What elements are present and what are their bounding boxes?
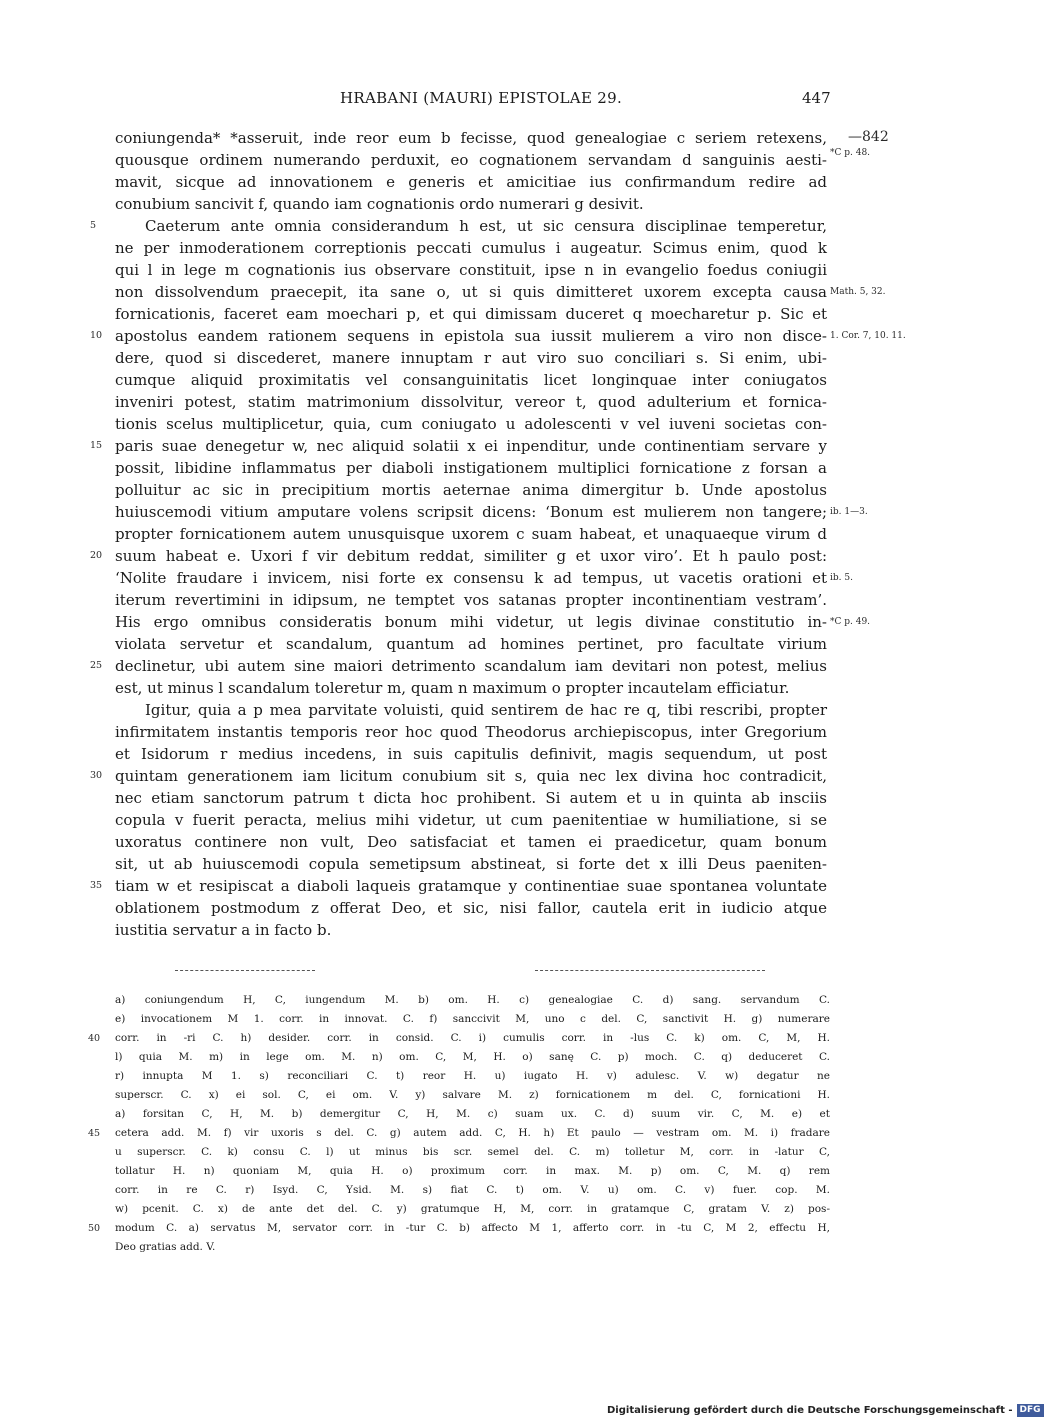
line-number: 10: [90, 330, 103, 341]
body-line: oblationem postmodum z offerat Deo, et sic, nisi fallor, cautela erit in iudicio atque: [115, 899, 827, 917]
line-number: 30: [90, 770, 103, 781]
footnote-line: l) quia M. m) in lege om. M. n) om. C, M, H. o) sanę C. p) moch. C. q) deduceret C.: [115, 1051, 830, 1063]
footnote-line-number: 40: [88, 1033, 101, 1044]
footnote-line: u superscr. C. k) consu C. l) ut minus bis scr. semel del. C. m) tolletur M, corr. in -latur C,: [115, 1146, 830, 1158]
margin-note: ib. 1—3.: [830, 507, 868, 517]
line-number: 25: [90, 660, 103, 671]
body-line: sit, ut ab huiuscemodi copula semetipsum abstineat, si forte det x illi Deus paeniten-: [115, 855, 827, 873]
body-line: apostolus eandem rationem sequens in epistola sua iussit mulierem a viro non disce-: [115, 327, 827, 345]
page-number: 447: [802, 89, 831, 107]
body-line: coniungenda* *asseruit, inde reor eum b fecisse, quod genealogiae c seriem retexens,: [115, 129, 827, 147]
body-line: quintam generationem iam licitum conubium sit s, quia nec lex divina hoc contradicit,: [115, 767, 827, 785]
footnote-line-number: 50: [88, 1223, 101, 1234]
body-line: qui l in lege m cognationis ius observare constituit, ipse n in evangelio foedus coniugii: [115, 261, 827, 279]
footnote-line-number: 45: [88, 1128, 101, 1139]
margin-note: Math. 5, 32.: [830, 287, 886, 297]
footnote-line: a) forsitan C, H, M. b) demergitur C, H, M. c) suam ux. C. d) suum vir. C, M. e) et: [115, 1108, 830, 1120]
body-line: inveniri potest, statim matrimonium dissolvitur, vereor t, quod adulterium et fornica-: [115, 393, 827, 411]
body-line: infirmitatem instantis temporis reor hoc quod Theodorus archiepiscopus, inter Gregorium: [115, 723, 827, 741]
margin-note: *C p. 48.: [830, 148, 871, 158]
body-line: nec etiam sanctorum patrum t dicta hoc prohibent. Si autem et u in quinta ab insciis: [115, 789, 827, 807]
footnote-line: modum C. a) servatus M, servator corr. in -tur C. b) affecto M 1, afferto corr. in -tu C, M 2, effectu H,: [115, 1222, 830, 1234]
margin-note: ib. 5.: [830, 573, 853, 583]
margin-note: 1. Cor. 7, 10. 11.: [830, 331, 906, 341]
body-line: ‘Nolite fraudare i invicem, nisi forte ex consensu k ad tempus, ut vacetis orationi et: [115, 569, 827, 587]
footnote-line: r) innupta M 1. s) reconciliari C. t) reor H. u) iugato H. v) adulesc. V. w) degatur ne: [115, 1070, 830, 1082]
body-line: est, ut minus l scandalum toleretur m, quam n maximum o propter incautelam efficiatur.: [115, 679, 790, 697]
body-line: conubium sancivit f, quando iam cognationis ordo numerari g desivit.: [115, 195, 644, 213]
footnote-line: superscr. C. x) ei sol. C, ei om. V. y) salvare M. z) fornicationem m del. C, fornicationi H.: [115, 1089, 830, 1101]
body-line: fornicationis, faceret eam moechari p, et qui dimissam duceret q moecharetur p. Sic et: [115, 305, 827, 323]
line-number: 15: [90, 440, 103, 451]
footnote-rule: [175, 970, 315, 971]
footnote-line: a) coniungendum H, C, iungendum M. b) om. H. c) genealogiae C. d) sang. servandum C.: [115, 994, 830, 1006]
footnote-line: corr. in -ri C. h) desider. corr. in consid. C. i) cumulis corr. in -lus C. k) om. C, M, H.: [115, 1032, 830, 1044]
line-number: 20: [90, 550, 103, 561]
margin-note: —842: [848, 129, 889, 145]
body-line: mavit, sicque ad innovationem e generis et amicitiae ius confirmandum redire ad: [115, 173, 827, 191]
body-line: uxoratus continere non vult, Deo satisfaciat et tamen ei praedicetur, quam bonum: [115, 833, 827, 851]
body-line: copula v fuerit peracta, melius mihi videtur, ut cum paenitentiae w humiliatione, si se: [115, 811, 827, 829]
body-line: possit, libidine inflammatus per diaboli instigationem multiplici fornicatione z forsan a: [115, 459, 827, 477]
body-line: tionis scelus multiplicetur, quia, cum coniugato u adolescenti v vel iuveni societas con-: [115, 415, 827, 433]
body-line: polluitur ac sic in precipitium mortis aeternae anima dimergitur b. Unde apostolus: [115, 481, 827, 499]
footnote-rule: [535, 970, 765, 971]
body-line: quousque ordinem numerando perduxit, eo cognationem servandam d sanguinis aesti-: [115, 151, 827, 169]
footnote-line: cetera add. M. f) vir uxoris s del. C. g) autem add. C, H. h) Et paulo — vestram om. M. i) fradare: [115, 1127, 830, 1139]
footnote-line: tollatur H. n) quoniam M, quia H. o) proximum corr. in max. M. p) om. C, M. q) rem: [115, 1165, 830, 1177]
dfg-logo-icon[interactable]: DFG: [1017, 1404, 1044, 1417]
body-line: violata servetur et scandalum, quantum ad homines pertinet, pro facultate virium: [115, 635, 827, 653]
footnote-line: w) pcenit. C. x) de ante det del. C. y) gratumque H, M, corr. in gratamque C, gratam V. z) pos-: [115, 1203, 830, 1215]
body-line: Caeterum ante omnia considerandum h est, ut sic censura disciplinae temperetur,: [145, 217, 827, 235]
body-line: non dissolvendum praecepit, ita sane o, ut si quis dimitteret uxorem excepta causa: [115, 283, 827, 301]
body-line: dere, quod si discederet, manere innuptam r aut viro suo conciliari s. Si enim, ubi-: [115, 349, 827, 367]
body-line: ne per inmoderationem correptionis peccati cumulus i augeatur. Scimus enim, quod k: [115, 239, 827, 257]
body-line: suum habeat e. Uxori f vir debitum reddat, similiter g et uxor viro’. Et h paulo post:: [115, 547, 827, 565]
body-line: propter fornicationem autem unusquisque uxorem c suam habeat, et unaquaeque virum d: [115, 525, 827, 543]
body-line: His ergo omnibus consideratis bonum mihi videtur, ut legis divinae constitutio in-: [115, 613, 827, 631]
body-line: iterum revertimini in idipsum, ne temptet vos satanas propter incontinentiam vestram’.: [115, 591, 827, 609]
body-line: huiuscemodi vitium amputare volens scripsit dicens: ‘Bonum est mulierem non tangere;: [115, 503, 827, 521]
body-line: iustitia servatur a in facto b.: [115, 921, 332, 939]
footnote-line: corr. in re C. r) Isyd. C, Ysid. M. s) fiat C. t) om. V. u) om. C. v) fuer. cop. M.: [115, 1184, 830, 1196]
line-number: 35: [90, 880, 103, 891]
footnote-line: e) invocationem M 1. corr. in innovat. C. f) sanccivit M, uno c del. C, sanctivit H. g) numerare: [115, 1013, 830, 1025]
body-line: Igitur, quia a p mea parvitate voluisti, quid sentirem de hac re q, tibi rescribi, propter: [145, 701, 827, 719]
digitization-footer: [607, 1403, 1041, 1419]
body-line: et Isidorum r medius incedens, in suis capitulis definivit, magis sequendum, ut post: [115, 745, 827, 763]
body-line: declinetur, ubi autem sine maiori detrimento scandalum iam devitari non potest, melius: [115, 657, 827, 675]
body-line: cumque aliquid proximitatis vel consanguinitatis licet longinquae inter coniugatos: [115, 371, 827, 389]
footer-credit: Digitalisierung gefördert durch die Deutsche Forschungsgemeinschaft -: [607, 1405, 1013, 1416]
margin-note: *C p. 49.: [830, 617, 871, 627]
running-head-title: HRABANI (MAURI) EPISTOLAE 29.: [340, 89, 623, 107]
body-line: tiam w et resipiscat a diaboli laqueis gratamque y continentiae suae spontanea voluntate: [115, 877, 827, 895]
line-number: 5: [90, 220, 97, 231]
footnote-line: Deo gratias add. V.: [115, 1241, 216, 1253]
body-line: paris suae denegetur w, nec aliquid solatii x ei inpenditur, unde continentiam servare y: [115, 437, 827, 455]
